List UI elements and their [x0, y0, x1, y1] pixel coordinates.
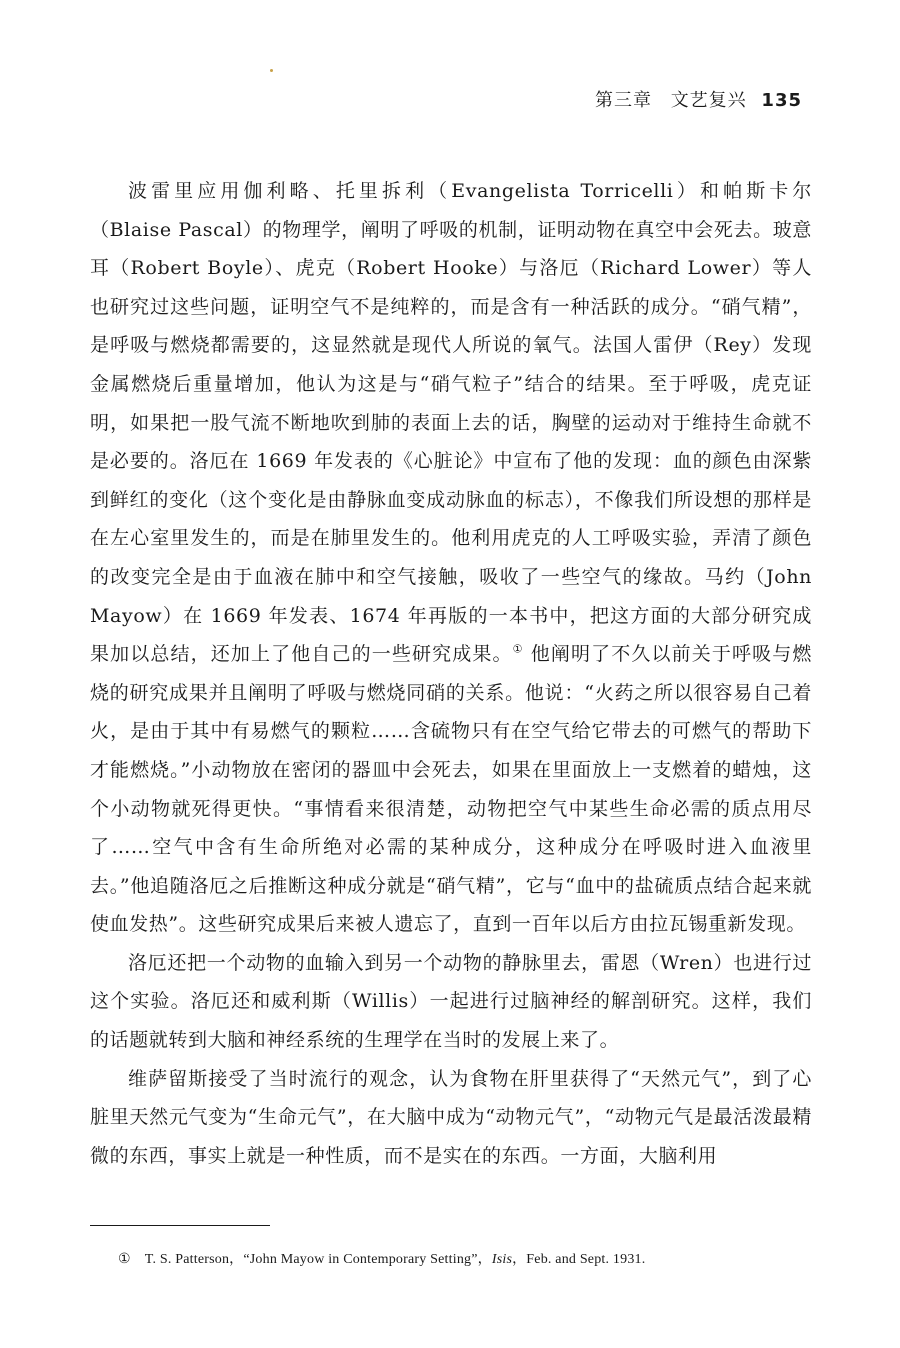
footnote-journal: Isis [491, 1252, 513, 1267]
chapter-label: 第三章 [594, 90, 652, 111]
paragraph-text: 波雷里应用伽利略、托里拆利（Evangelista Torricelli）和帕斯卡尔（Blaise Pascal）的物理学，阐明了呼吸的机制，证明动物在真空中会死去。玻意耳（Robert Boyle）、虎克（Robert Hooke）与洛厄（Richard Lower）等人也研究过这些问题，证明空气不是纯粹的，而是含有一种活跃的成分。“硝气精”，是呼吸与燃烧都需要的，这显然就是现代人所说的氧气。法国人雷伊（Rey）发现金属燃烧后重量增加，他认为这是与“硝气粒子”结合的结果。至于呼吸，虎克证明，如果把一股气流不断地吹到肺的表面上去的话，胸壁的运动对于维持生命就不是必要的。洛厄在 1669 年发表的《心脏论》中宣布了他的发现：血的颜色由深紫到鲜红的变化（这个变化是由静脉血变成动脉血的标志），不像我们所设想的那样是在左心室里发生的，而是在肺里发生的。他利用虎克的人工呼吸实验，弄清了颜色的改变完全是由于血液在肺中和空气接触，吸收了一些空气的缘故。马约（John Mayow）在 1669 年发表、1674 年再版的一本书中，把这方面的大部分研究成果加以总结，还加上了他自己的一些研究成果。 [90, 180, 812, 666]
paper-speck [270, 69, 273, 72]
paragraph-text: 维萨留斯接受了当时流行的观念，认为食物在肝里获得了“天然元气”，到了心脏里天然元气变为“生命元气”，在大脑中成为“动物元气”，“动物元气是最活泼最精微的东西，事实上就是一种性质，而不是实在的东西。一方面，大脑利用 [90, 1067, 812, 1167]
footnote-mark: ① [118, 1252, 131, 1267]
paragraph [90, 172, 812, 944]
footnote-divider [90, 1225, 270, 1226]
footnote-reference[interactable]: ① [512, 642, 524, 656]
footnote-text: T. S. Patterson，“John Mayow in Contemporary Setting”， [144, 1252, 492, 1267]
chapter-title: 文艺复兴 [670, 90, 747, 111]
footnote-date: ，Feb. and Sept. 1931. [512, 1252, 646, 1267]
main-text [90, 172, 812, 1175]
page-number: 135 [761, 90, 802, 111]
paragraph [90, 1060, 812, 1176]
paragraph [90, 944, 812, 1060]
footnote [118, 1248, 645, 1268]
paragraph-text: 他阐明了不久以前关于呼吸与燃烧的研究成果并且阐明了呼吸与燃烧同硝的关系。他说：“火药之所以很容易自己着火，是由于其中有易燃气的颗粒……含硫物只有在空气给它带去的可燃气的帮助下才能燃烧。”小动物放在密闭的器皿中会死去，如果在里面放上一支燃着的蜡烛，这个小动物就死得更快。“事情看来很清楚，动物把空气中某些生命必需的质点用尽了……空气中含有生命所绝对必需的某种成分，这种成分在呼吸时进入血液里去。”他追随洛厄之后推断这种成分就是“硝气精”，它与“血中的盐硫质点结合起来就使血发热”。这些研究成果后来被人遗忘了，直到一百年以后方由拉瓦锡重新发现。 [90, 643, 813, 936]
paragraph-text: 洛厄还把一个动物的血输入到另一个动物的静脉里去，雷恩（Wren）也进行过这个实验。洛厄还和威利斯（Willis）一起进行过脑神经的解剖研究。这样，我们的话题就转到大脑和神经系统的生理学在当时的发展上来了。 [90, 951, 812, 1052]
running-header [595, 86, 802, 112]
